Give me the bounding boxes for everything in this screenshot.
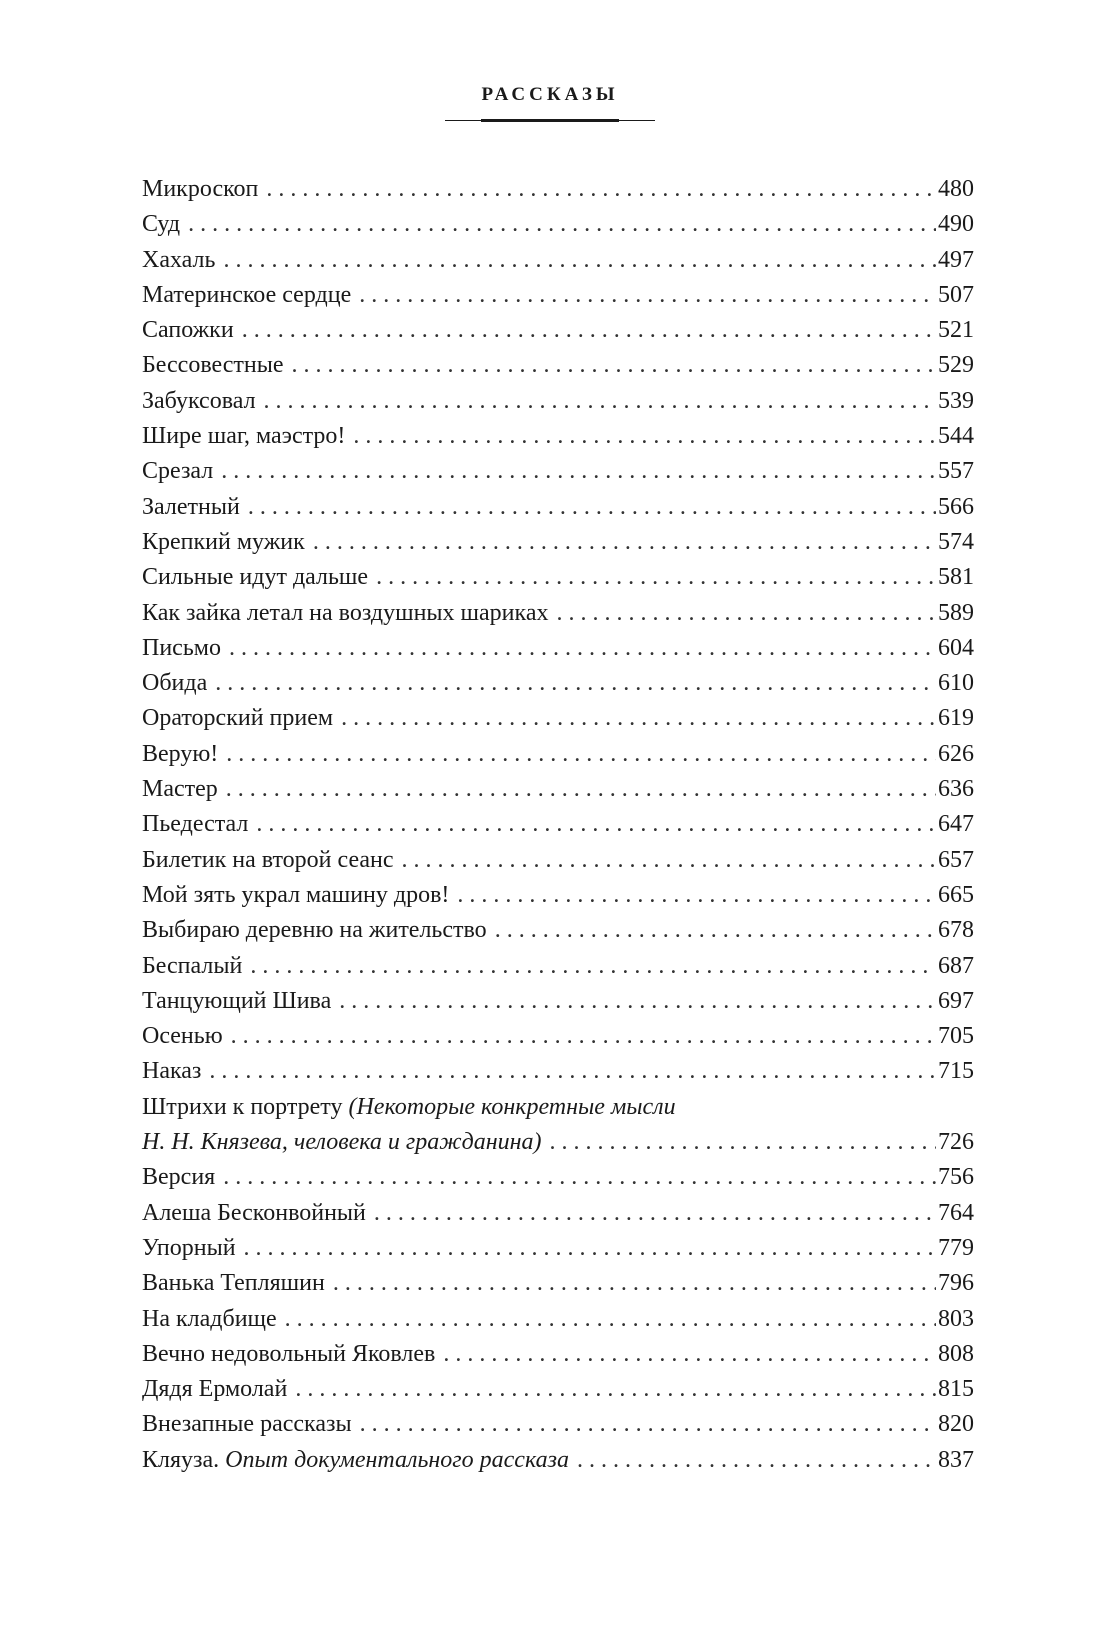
toc-entry-page: 529 [938,352,974,379]
dot-leader [244,1231,936,1266]
toc-entry-title: Кляуза. [142,1446,220,1473]
toc-entry [142,1302,974,1337]
dot-leader [242,313,936,348]
header-rule [445,118,655,124]
toc-entry-title: Срезал [142,458,214,485]
dot-leader [443,1337,936,1372]
toc-entry [142,878,974,913]
toc-entry-page: 815 [938,1376,974,1403]
toc-entry [142,560,974,595]
toc-entry-page: 480 [938,176,974,202]
dot-leader [223,1160,936,1195]
toc-entry [142,737,974,772]
dot-leader [577,1443,936,1478]
dot-leader [292,348,936,383]
toc-entry [142,419,974,454]
toc-entry [142,1443,974,1478]
dot-leader [402,843,936,878]
toc-entry [142,490,974,525]
toc-entry [142,701,974,736]
toc-entry-title: Упорный [142,1234,236,1261]
toc-entry-page: 636 [938,776,974,803]
toc-entry-subtitle: Н. Н. Князева, человека и гражданина) [142,1129,542,1156]
dot-leader [188,207,936,242]
dot-leader [341,701,936,736]
toc-entry-title: Крепкий мужик [142,528,305,555]
toc-entry [142,207,974,242]
toc-entry-page: 657 [938,846,974,873]
toc-entry-title: Сильные идут дальше [142,564,369,591]
toc-entry [142,631,974,666]
toc-entry-title: Штрихи к портрету [142,1093,343,1120]
toc-entry [142,313,974,348]
toc-entry-title: Суд [142,211,181,238]
toc-entry-title: Как зайка летал на воздушных шариках [142,599,549,626]
toc-entry-title: Микроскоп [142,176,259,202]
toc-entry-title: Хахаль [142,246,216,273]
toc-entry-title: Дядя Ермолай [142,1376,288,1403]
toc-entry-page: 574 [938,528,974,555]
toc-entry [142,949,974,984]
toc-entry-page: 581 [938,564,974,591]
toc-entry [142,772,974,807]
toc-entry-page: 521 [938,317,974,344]
dot-leader [223,243,936,278]
toc-entry-page: 820 [938,1411,974,1438]
toc-entry-page: 808 [938,1340,974,1367]
toc-entry-title: Письмо [142,634,221,661]
toc-entry [142,1407,974,1442]
dot-leader [457,878,936,913]
toc-entry-page: 837 [938,1446,974,1473]
toc-entry-page: 715 [938,1058,974,1085]
dot-leader [229,631,936,666]
toc-entry-title: Танцующий Шива [142,987,332,1014]
toc-entry-title: Ванька Тепляшин [142,1270,325,1297]
toc-entry [142,1337,974,1372]
dot-leader [266,172,936,207]
toc-entry-page: 507 [938,281,974,308]
toc-entry-page: 647 [938,811,974,838]
toc-entry-title: Вечно недовольный Яковлев [142,1340,436,1367]
toc-entry-title: Материнское сердце [142,281,352,308]
dot-leader [339,984,936,1019]
toc-entry-title: Мастер [142,776,218,803]
toc-entry-page: 544 [938,423,974,450]
toc-entry-title: Внезапные рассказы [142,1411,352,1438]
toc-entry-page: 497 [938,246,974,273]
dot-leader [226,772,936,807]
dot-leader [256,807,936,842]
toc-entry-page: 626 [938,740,974,767]
toc-entry [142,243,974,278]
toc-entry [142,1266,974,1301]
toc-entry-page: 756 [938,1164,974,1191]
dot-leader [295,1372,936,1407]
toc-entry-page: 764 [938,1199,974,1226]
dot-leader [231,1019,936,1054]
toc-entry-page: 779 [938,1234,974,1261]
dot-leader [313,525,936,560]
toc-entry [142,1196,974,1231]
toc-entry-page: 687 [938,952,974,979]
dot-leader [285,1302,936,1337]
toc-entry [142,384,974,419]
dot-leader [333,1266,936,1301]
toc-entry-title: Версия [142,1164,216,1191]
toc-entry-title: Пьедестал [142,811,249,838]
dot-leader [556,596,936,631]
toc-entry-page: 697 [938,987,974,1014]
dot-leader [248,490,936,525]
toc-entry-page: 589 [938,599,974,626]
dot-leader [376,560,936,595]
toc-entry [142,454,974,489]
toc-entry-subtitle: (Некоторые конкретные мысли [348,1093,676,1120]
toc-entry [142,666,974,701]
toc-entry [142,1231,974,1266]
dot-leader [264,384,936,419]
dot-leader [209,1054,936,1089]
toc-entry-title: Залетный [142,493,240,520]
toc-entry-page: 604 [938,634,974,661]
toc-entry-title: Билетик на второй сеанс [142,846,394,873]
toc-entry-title: Обида [142,670,208,697]
toc-entry-title: Бессовестные [142,352,284,379]
toc-entry [142,525,974,560]
toc-entry-page: 490 [938,211,974,238]
toc-entry [142,348,974,383]
toc-entry-multiline [142,1090,974,1161]
toc-list [142,172,974,1090]
toc-entry [142,843,974,878]
toc-entry-title: Забуксовал [142,387,256,414]
toc-entry-page: 566 [938,493,974,520]
toc-entry-title: Осенью [142,1023,223,1050]
toc-entry [142,1160,974,1195]
toc-entry-page: 803 [938,1305,974,1332]
toc-entry-subtitle: Опыт документального рассказа [225,1446,569,1473]
toc-list [142,1160,974,1442]
toc-entry-title: Ораторский прием [142,705,334,732]
toc-entry-title: Сапожки [142,317,234,344]
toc-entry-page: 539 [938,387,974,414]
toc-entry-title: Верую! [142,740,219,767]
toc-entry-page: 678 [938,917,974,944]
dot-leader [250,949,936,984]
toc-entry-page: 726 [938,1129,974,1156]
toc-entry [142,807,974,842]
dot-leader [374,1196,936,1231]
toc-entry-title: Наказ [142,1058,202,1085]
page-header [0,84,1100,124]
toc-entry [142,172,974,207]
toc-entry-title: Мой зять украл машину дров! [142,881,450,908]
toc-entry-title: На кладбище [142,1305,277,1332]
toc-entry [142,1019,974,1054]
dot-leader [353,419,936,454]
toc-entry-title: Алеша Бесконвойный [142,1199,366,1226]
toc-entry [142,596,974,631]
dot-leader [495,913,936,948]
toc-entry [142,913,974,948]
toc-entry [142,1054,974,1089]
toc-entry-title: Беспалый [142,952,243,979]
toc-entry [142,984,974,1019]
dot-leader [226,737,936,772]
toc-entry [142,1372,974,1407]
toc-entry-page: 619 [938,705,974,732]
toc-entry-page: 665 [938,881,974,908]
toc-entry-page: 705 [938,1023,974,1050]
dot-leader [221,454,936,489]
dot-leader [215,666,936,701]
dot-leader [359,278,936,313]
toc-entry-title: Шире шаг, маэстро! [142,423,346,450]
toc-entry-title: Выбираю деревню на жительство [142,917,487,944]
dot-leader [360,1407,936,1442]
toc-entry [142,278,974,313]
toc-entry-page: 610 [938,670,974,697]
dot-leader [550,1125,936,1160]
section-title: РАССКАЗЫ [481,84,619,105]
table-of-contents [142,172,974,1478]
toc-entry-page: 557 [938,458,974,485]
toc-entry-page: 796 [938,1270,974,1297]
